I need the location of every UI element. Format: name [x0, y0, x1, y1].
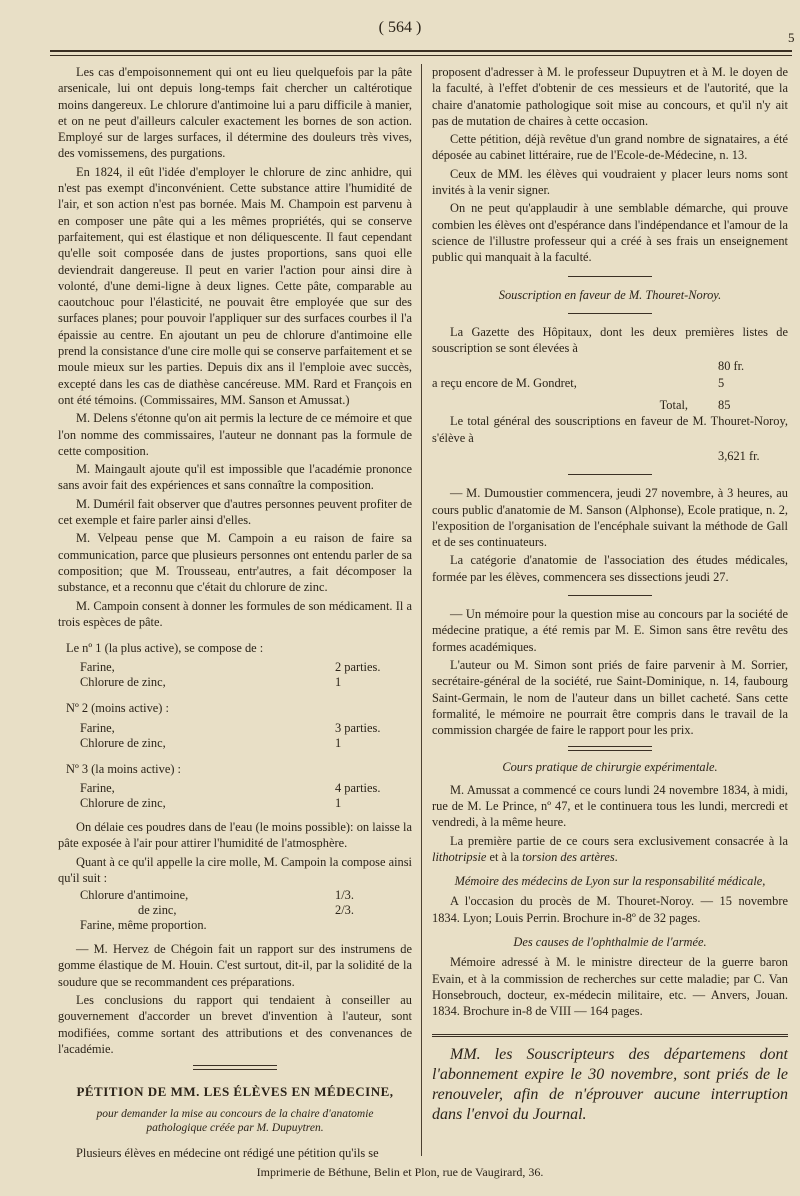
text: torsion des artères [522, 849, 615, 864]
amount-row [432, 358, 788, 374]
formula-2 [58, 700, 412, 750]
paragraph: — M. Hervez de Chégoin fait un rapport sur des instrumens de gomme élastique de M. Houin. C'est surtout, dit-il, par la solidité de la soudure que se recommandent ces préparations. [58, 942, 412, 989]
formula-wax [58, 888, 412, 933]
ingredient: Chlorure de zinc, [80, 675, 166, 690]
paragraph: Quant à ce qu'il appelle la cire molle, M. Campoin la compose ainsi qu'il suit : [58, 854, 412, 885]
paragraph: Les conclusions du rapport qui tendaient à conseiller au gouvernement d'accorder un brevet d'invention à l'auteur, sont modifiées, comme sortant des attributions et des convenances de l'académie. [58, 993, 412, 1056]
total-label: Total, [659, 398, 688, 413]
quantity: 1/3. [335, 888, 354, 903]
section-subheading: pour demander la mise au concours de la chaire d'anatomie pathologique créée par M. Dupuytren. [96, 1107, 374, 1134]
paragraph: M. Velpeau pense que M. Campoin a eu raison de faire sa communication, parce que plusieurs personnes ont entendu parler de sa composition; que M. Trousseau, entr'autres, a fait décomposer la substance, et a reconnu que c'était du chlorure de zinc. [58, 531, 412, 595]
ingredient: Chlorure de zinc, [80, 735, 166, 750]
paragraph: M. Amussat a commencé ce cours lundi 24 novembre 1834, à midi, rue de M. Le Prince, nº 47, et le continuera tous les lundi, mercredi et vendredi, à la même heure. [432, 782, 788, 830]
paragraph: M. Maingault ajoute qu'il est impossible que l'académie prononce sans avoir fait des expériences et sans connaître la composition. [58, 462, 412, 493]
paragraph: M. Delens s'étonne qu'on ait permis la lecture de ce mémoire et que l'on nomme des commissaires, l'auteur ne donnant pas la formule de cette composition. [58, 411, 412, 458]
section-heading: Mémoire des médecins de Lyon sur la responsabilité médicale, [454, 874, 766, 889]
formula-title: Le nº 1 (la plus active), se compose de : [66, 641, 264, 656]
paragraph: M. Duméril fait observer que d'autres personnes peuvent profiter de cet exemple et faire parler ainsi d'elles. [58, 496, 412, 528]
paragraph: Ceux de MM. les élèves qui voudraient y placer leurs noms sont invités à la venir signer. [432, 166, 788, 198]
quantity: 1 [335, 675, 342, 690]
section-rule [568, 474, 652, 475]
paragraph: proposent d'adresser à M. le professeur Dupuytren et à M. le doyen de la faculté, à l'effet d'obtenir de ces messieurs et de l'autorité, que la chaire d'anatomie pathologique soit mise au concours, et qu'il n'y ait pas de mutation de chaires à cette occasion. [432, 65, 788, 128]
ingredient: Farine, [80, 660, 115, 675]
quantity: 1 [335, 795, 342, 810]
section-rule [568, 595, 652, 596]
paragraph: La Gazette des Hôpitaux, dont les deux premières listes de souscription se sont élevées à [432, 324, 788, 356]
paragraph: Plusieurs élèves en médecine ont rédigé une pétition qu'ils se [76, 1145, 379, 1160]
subscriber-notice: MM. les Souscripteurs des départemens dont l'abonnement expire le 30 novembre, sont priés de le renouveler, afin de n'éprouver aucune interruption dans l'envoi du Journal. [432, 1034, 788, 1125]
section-heading: Cours pratique de chirurgie expérimentale. [502, 760, 718, 775]
text: La première partie de ce cours sera exclusivement consacrée à la [450, 833, 788, 848]
paragraph: M. Campoin consent à donner les formules de son médicament. Il a trois espèces de pâte. [58, 598, 412, 629]
quantity: 3 parties. [335, 720, 381, 735]
paragraph: A l'occasion du procès de M. Thouret-Noroy. — 15 novembre 1834. Lyon; Louis Perrin. Brochure in-8º de 32 pages. [432, 894, 788, 925]
formula-3 [58, 761, 412, 811]
section-rule [568, 276, 652, 277]
ingredient: Farine, [80, 720, 115, 735]
paragraph: On délaie ces poudres dans de l'eau (le moins possible): on laisse la pâte exposée à l'air pour attirer l'humidité de l'atmosphère. [58, 819, 412, 851]
ingredient: Chlorure d'antimoine, [80, 888, 189, 903]
total-row [432, 397, 788, 413]
paragraph: La catégorie d'anatomie de l'association des études médicales, formée par les élèves, commencera ses dissections jeudi 27. [432, 553, 788, 584]
page-number: ( 564 ) [378, 19, 422, 36]
amount: 5 [718, 375, 725, 390]
formula-1 [58, 640, 412, 690]
text: et à la [486, 849, 523, 864]
section-rule [193, 1065, 277, 1070]
paragraph: Mémoire adressé à M. le ministre directeur de la guerre baron Evain, et à la commission de recherches sur cette maladie; par C. Van Honsebrouch, docteur, ex-médecin militaire, etc. — Anvers, Jouan. 1834. Brochure in-8 de VIII — 164 pages. [432, 955, 788, 1019]
formula-title: Nº 3 (la moins active) : [66, 761, 181, 776]
paragraph: Cette pétition, déjà revêtue d'un grand nombre de signataires, a été déposée au cabinet littéraire, rue de l'Ecole-de-Médecine, n. 13. [432, 132, 788, 163]
text: lithotripsie [432, 849, 487, 864]
amount: 3,621 fr. [718, 448, 760, 463]
ingredient: de zinc, [138, 903, 177, 918]
edge-mark: 5 [788, 30, 795, 45]
section-rule [568, 313, 652, 314]
total-amount: 85 [718, 398, 731, 413]
quantity: 2/3. [335, 903, 354, 918]
paragraph: On ne peut qu'applaudir à une semblable démarche, qui prouve combien les élèves ont d'espérance dans l'indépendance et l'amour de la science de l'illustre professeur qui a créé à ses frais un enseignement public qui manquait à la faculté. [432, 201, 788, 265]
amount-label: a reçu encore de M. Gondret, [432, 375, 577, 390]
paragraph: L'auteur ou M. Simon sont priés de faire parvenir à M. Sorrier, secrétaire-général de la société, rue Saint-Dominique, n. 14, faubourg Saint-Germain, le nom de l'auteur dans un billet cacheté. Sans cette formalité, le mémoire ne pourrait être compris dans le travail de la commission chargée de faire le rapport pour les prix. [432, 657, 788, 738]
ingredient: Farine, [80, 780, 115, 795]
amount-row [432, 375, 788, 391]
quantity: 2 parties. [335, 660, 381, 675]
ingredient: Farine, même proportion. [80, 918, 207, 933]
top-rule [50, 50, 792, 56]
paragraph: — M. Dumoustier commencera, jeudi 27 novembre, à 3 heures, au cours public d'anatomie de M. Sanson (Alphonse), Ecole pratique, n. 2, l'exposition de l'organisation de l'encéphale suivant la méthode de Gall et de ses continuateurs. [432, 486, 788, 550]
quantity: 1 [335, 735, 342, 750]
paragraph: — Un mémoire pour la question mise au concours par la société de médecine pratique, a été remis par M. E. Simon sans être revêtu des formes académiques. [432, 607, 788, 654]
printer-imprint: Imprimerie de Béthune, Belin et Plon, rue de Vaugirard, 36. [256, 1165, 544, 1179]
section-rule [568, 746, 652, 751]
text: . [614, 849, 618, 864]
right-column [432, 64, 788, 1127]
ingredient: Chlorure de zinc, [80, 795, 166, 810]
paragraph: Le total général des souscriptions en faveur de M. Thouret-Noroy, s'élève à [432, 414, 788, 445]
section-heading: Souscription en faveur de M. Thouret-Noroy. [498, 287, 722, 302]
quantity: 4 parties. [335, 780, 381, 795]
paragraph: En 1824, il eût l'idée d'employer le chlorure de zinc anhidre, qui n'est pas exempt d'inconvénient. Cette substance attire l'humidité de l'air, et son action n'est pas bornée. Mais M. Champoin est parvenu à en composer une pâte qui a les mêmes propriétés, qui se conserve parfaitement, qui est élastique et non déliquescente. Il faut cependant qu'elle soit composée dans de justes proportions, sans quoi elle deviendrait dangereuse. Il peut en varier l'action pour ainsi dire à volonté, d'une demi-ligne à deux lignes. Cette pâte, comparable au caoutchouc pour l'élasticité, ne pouvait être employée que sur des surfaces planes; pour pouvoir l'appliquer sur des surfaces courbes il l'a épaissie au centre. En ajoutant un peu de chlorure d'antimoine elle prend la consistance d'une cire molle qui se conserve parfaitement et se moule mieux sur les parties. Depuis dix ans il l'emploie avec succès, excepté dans les cas de diathèse cancéreuse. MM. Rard et François en ont été témoins. (Commissaires, MM. Sanson et Amussat.) [58, 164, 412, 407]
amount-row [432, 448, 788, 464]
paragraph [432, 833, 788, 866]
paragraph: Les cas d'empoisonnement qui ont eu lieu quelquefois par la pâte arsenicale, lui ont depuis long-temps fait chercher un caltérotique moins dangereux. Le chlorure d'antimoine lui a paru difficile à manier, et on ne peut d'ailleurs calculer exactement les bornes de son action. Employé sur de larges surfaces, il détermine des douleurs très vives, des vomissemens, des purgations. [58, 65, 412, 161]
formula-title: Nº 2 (moins active) : [66, 701, 169, 716]
column-divider [421, 64, 422, 1156]
left-column [58, 64, 412, 1163]
amount: 80 fr. [718, 359, 745, 374]
section-heading: Des causes de l'ophthalmie de l'armée. [513, 935, 707, 950]
section-heading: PÉTITION DE MM. LES ÉLÈVES EN MÉDECINE, [76, 1084, 394, 1100]
